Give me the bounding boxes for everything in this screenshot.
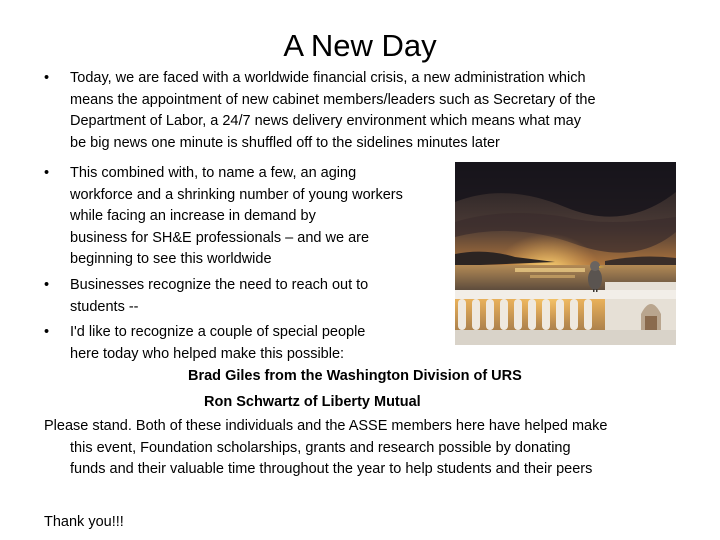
closing-line-3: funds and their valuable time throughout the year to help students and their peers (70, 461, 593, 477)
honoree-1: Brad Giles from the Washington Division of URS (188, 368, 522, 384)
thank-you-text: Thank you!!! (44, 514, 124, 530)
bullet-marker: • (44, 324, 50, 340)
honoree-2: Ron Schwartz of Liberty Mutual (204, 394, 421, 410)
bullet-marker: • (44, 277, 50, 293)
bullet-2-text (70, 163, 403, 271)
bullet-marker: • (44, 70, 50, 86)
sunset-photo (455, 162, 676, 345)
bullet-4-text (70, 322, 365, 365)
bullet-1-line-3: Department of Labor, a 24/7 news delivery environment which means what may (70, 113, 581, 129)
bullet-1-line-1: Today, we are faced with a worldwide financial crisis, a new administration which (70, 70, 586, 86)
closing-paragraph (44, 416, 694, 481)
bullet-2-line-4: business for SH&E professionals – and we are (70, 229, 370, 246)
slide-title: A New Day (283, 28, 437, 63)
bullet-4-line-2: here today who helped make this possible: (70, 345, 345, 362)
closing-line-1: Please stand. Both of these individuals and the ASSE members here have helped make (44, 418, 608, 434)
sunset-photo-graphic (455, 162, 676, 345)
closing-line-2: this event, Foundation scholarships, grants and research possible by donating (70, 439, 571, 456)
bullet-1-text (70, 68, 596, 154)
bullet-2-line-1: This combined with, to name a few, an aging (70, 165, 357, 181)
bullet-2-line-3: while facing an increase in demand by (70, 208, 316, 224)
bullet-2-line-2: workforce and a shrinking number of young workers (70, 186, 403, 203)
bullet-1-line-2: means the appointment of new cabinet members/leaders such as Secretary of the (70, 91, 596, 108)
bullet-3-text (70, 275, 368, 318)
bullet-2-line-5: beginning to see this worldwide (70, 251, 272, 267)
bullet-3-line-2: students -- (70, 298, 139, 315)
bullet-3-line-1: Businesses recognize the need to reach out to (70, 277, 369, 293)
bullet-marker: • (44, 165, 50, 181)
bullet-1-line-4: be big news one minute is shuffled off to the sidelines minutes later (70, 134, 500, 151)
bullet-4-line-1: I'd like to recognize a couple of special people (70, 324, 366, 340)
